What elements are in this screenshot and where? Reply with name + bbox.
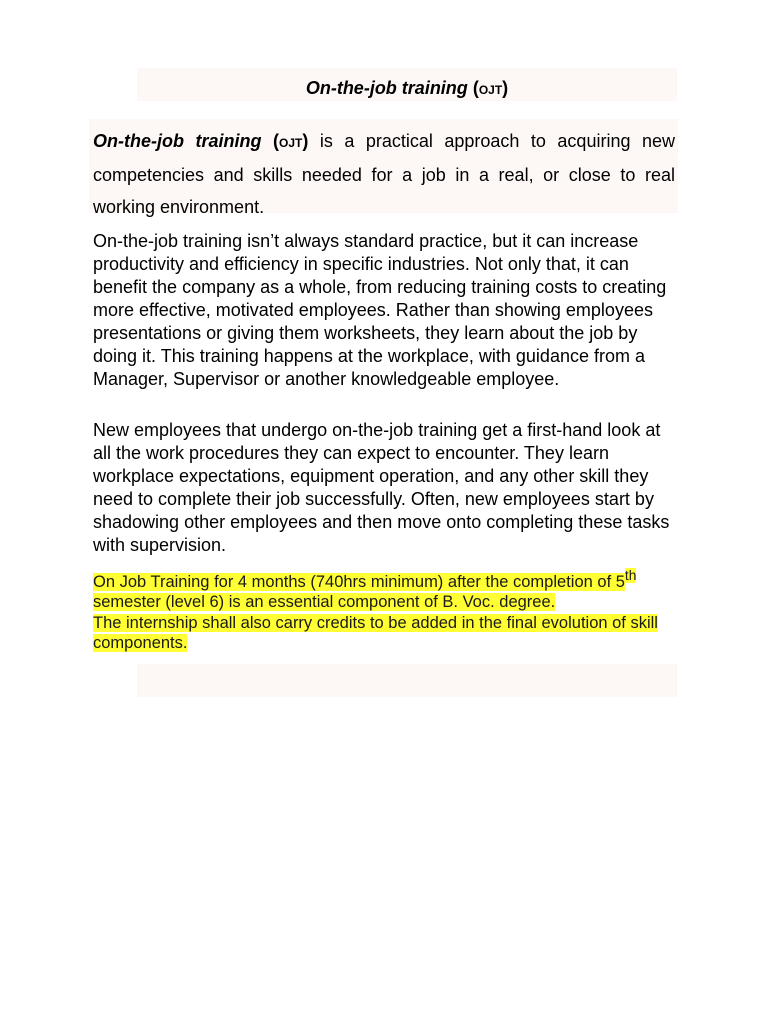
highlight-line-1: On Job Training for 4 months (740hrs minimum) after the completion of	[93, 572, 616, 591]
highlight-superscript: th	[624, 568, 637, 583]
intro-abbr: OJT	[278, 136, 303, 150]
highlight-line-3: The internship shall also carry credits to be added in the final evolution of skill components.	[93, 613, 658, 652]
intro-close-paren: )	[302, 131, 309, 151]
highlight-number: 5	[615, 572, 625, 591]
highlight-line-2: semester (level 6) is an essential component of B. Voc. degree.	[93, 593, 556, 611]
intro-open-paren: (	[272, 131, 279, 151]
body-paragraph-2: New employees that undergo on-the-job training get a first-hand look at all the work procedures they can expect to encounter. They learn workplace expectations, equipment operation, and any other skill they need to complete their job successfully. Often, new employees start by shadowing other employees and then move onto completing these tasks with supervision.	[93, 420, 670, 555]
intro-term: On-the-job training	[93, 131, 262, 151]
page-title	[137, 77, 677, 101]
footer-band	[137, 664, 677, 697]
title-abbr: OJT	[478, 83, 503, 97]
highlighted-note	[93, 566, 678, 654]
intro-text: is a practical approach to acquiring new competencies and skills needed for a job in a real, or close to real working environment.	[93, 131, 675, 217]
title-open-paren: (	[472, 78, 479, 98]
intro-paragraph	[93, 125, 675, 223]
body-paragraph-1: On-the-job training isn’t always standard practice, but it can increase productivity and efficiency in specific industries. Not only that, it can benefit the company as a whole, from reducing training costs to creating more effective, motivated employees. Rather than showing employees presentations or giving them worksheets, they learn about the job by doing it. This training happens at the workplace, with guidance from a Manager, Supervisor or another knowledgeable employee.	[93, 231, 667, 389]
title-close-paren: )	[502, 78, 509, 98]
title-main: On-the-job training	[305, 78, 468, 98]
